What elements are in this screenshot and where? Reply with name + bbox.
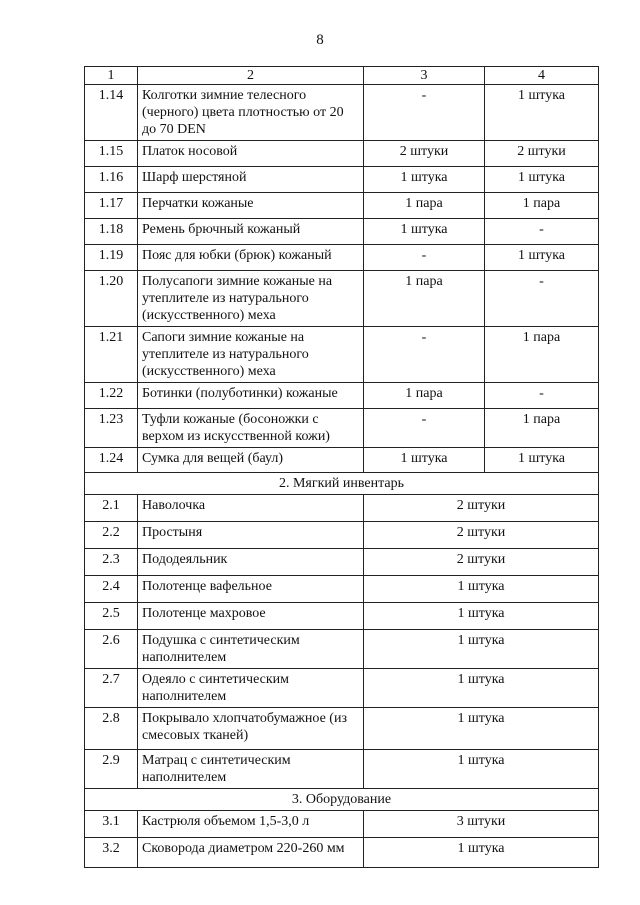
quantity: 2 штуки <box>364 522 599 549</box>
row-number: 2.4 <box>85 576 138 603</box>
table-row <box>85 838 599 868</box>
table-row <box>85 219 599 245</box>
quantity-col3: 2 штуки <box>364 141 485 167</box>
column-header-2: 2 <box>138 67 364 85</box>
table-row <box>85 448 599 473</box>
item-name: Ботинки (полуботинки) кожаные <box>138 383 364 409</box>
table-row <box>85 576 599 603</box>
item-name: Туфли кожаные (босоножки с верхом из искусственной кожи) <box>138 409 364 448</box>
quantity-col3: 1 штука <box>364 219 485 245</box>
item-name: Полусапоги зимние кожаные на утеплителе из натурального (искусственного) меха <box>138 271 364 327</box>
page-number: 8 <box>316 32 324 48</box>
quantity-col4: 1 пара <box>485 327 599 383</box>
item-name: Полотенце вафельное <box>138 576 364 603</box>
item-name: Пододеяльник <box>138 549 364 576</box>
item-name: Шарф шерстяной <box>138 167 364 193</box>
section-header-row <box>85 473 599 495</box>
item-name: Ремень брючный кожаный <box>138 219 364 245</box>
row-number: 1.19 <box>85 245 138 271</box>
column-header-4: 4 <box>485 67 599 85</box>
table-row <box>85 603 599 630</box>
quantity: 2 штуки <box>364 495 599 522</box>
table-row <box>85 167 599 193</box>
row-number: 2.2 <box>85 522 138 549</box>
row-number: 2.3 <box>85 549 138 576</box>
item-name: Колготки зимние телесного (черного) цвета плотностью от 20 до 70 DEN <box>138 85 364 141</box>
table-row <box>85 750 599 789</box>
quantity-col4: - <box>485 271 599 327</box>
row-number: 2.9 <box>85 750 138 789</box>
quantity-col3: - <box>364 327 485 383</box>
quantity-col3: 1 пара <box>364 271 485 327</box>
item-name: Одеяло с синтетическим наполнителем <box>138 669 364 708</box>
column-header-3: 3 <box>364 67 485 85</box>
row-number: 1.16 <box>85 167 138 193</box>
norms-table <box>84 66 599 868</box>
quantity-col4: - <box>485 383 599 409</box>
quantity-col3: 1 пара <box>364 193 485 219</box>
quantity: 2 штуки <box>364 549 599 576</box>
quantity-col4: 1 штука <box>485 167 599 193</box>
row-number: 1.23 <box>85 409 138 448</box>
row-number: 3.1 <box>85 811 138 838</box>
table-header-row <box>85 67 599 85</box>
quantity-col3: - <box>364 85 485 141</box>
quantity: 1 штука <box>364 750 599 789</box>
section-header-row <box>85 789 599 811</box>
row-number: 1.21 <box>85 327 138 383</box>
table-row <box>85 708 599 750</box>
quantity-col4: 1 пара <box>485 193 599 219</box>
row-number: 1.14 <box>85 85 138 141</box>
quantity-col4: 1 штука <box>485 448 599 473</box>
quantity-col3: 1 штука <box>364 167 485 193</box>
quantity-col3: 1 штука <box>364 448 485 473</box>
row-number: 3.2 <box>85 838 138 868</box>
item-name: Полотенце махровое <box>138 603 364 630</box>
quantity: 1 штука <box>364 669 599 708</box>
item-name: Сапоги зимние кожаные на утеплителе из натурального (искусственного) меха <box>138 327 364 383</box>
row-number: 2.8 <box>85 708 138 750</box>
item-name: Простыня <box>138 522 364 549</box>
row-number: 1.18 <box>85 219 138 245</box>
quantity-col4: 2 штуки <box>485 141 599 167</box>
item-name: Матрац с синтетическим наполнителем <box>138 750 364 789</box>
quantity-col4: 1 штука <box>485 85 599 141</box>
quantity-col4: 1 пара <box>485 409 599 448</box>
row-number: 1.15 <box>85 141 138 167</box>
table-row <box>85 409 599 448</box>
table-row <box>85 327 599 383</box>
table-row <box>85 85 599 141</box>
table-row <box>85 495 599 522</box>
table-row <box>85 383 599 409</box>
quantity: 1 штука <box>364 838 599 868</box>
table-row <box>85 193 599 219</box>
row-number: 1.20 <box>85 271 138 327</box>
row-number: 1.17 <box>85 193 138 219</box>
item-name: Платок носовой <box>138 141 364 167</box>
table-row <box>85 669 599 708</box>
section-title: 2. Мягкий инвентарь <box>85 473 599 495</box>
row-number: 2.6 <box>85 630 138 669</box>
quantity-col4: - <box>485 219 599 245</box>
quantity-col3: - <box>364 245 485 271</box>
item-name: Покрывало хлопчатобумажное (из смесовых тканей) <box>138 708 364 750</box>
quantity: 1 штука <box>364 603 599 630</box>
item-name: Наволочка <box>138 495 364 522</box>
table-row <box>85 630 599 669</box>
row-number: 2.5 <box>85 603 138 630</box>
row-number: 2.1 <box>85 495 138 522</box>
row-number: 1.24 <box>85 448 138 473</box>
section-title: 3. Оборудование <box>85 789 599 811</box>
item-name: Сумка для вещей (баул) <box>138 448 364 473</box>
table-row <box>85 549 599 576</box>
table-row <box>85 271 599 327</box>
item-name: Перчатки кожаные <box>138 193 364 219</box>
item-name: Подушка с синтетическим наполнителем <box>138 630 364 669</box>
quantity-col3: 1 пара <box>364 383 485 409</box>
column-header-1: 1 <box>85 67 138 85</box>
table-row <box>85 522 599 549</box>
quantity: 1 штука <box>364 630 599 669</box>
item-name: Кастрюля объемом 1,5-3,0 л <box>138 811 364 838</box>
quantity-col4: 1 штука <box>485 245 599 271</box>
item-name: Пояс для юбки (брюк) кожаный <box>138 245 364 271</box>
quantity: 1 штука <box>364 576 599 603</box>
quantity-col3: - <box>364 409 485 448</box>
row-number: 1.22 <box>85 383 138 409</box>
table-row <box>85 245 599 271</box>
quantity: 3 штуки <box>364 811 599 838</box>
quantity: 1 штука <box>364 708 599 750</box>
item-name: Сковорода диаметром 220-260 мм <box>138 838 364 868</box>
row-number: 2.7 <box>85 669 138 708</box>
table-row <box>85 141 599 167</box>
table-row <box>85 811 599 838</box>
